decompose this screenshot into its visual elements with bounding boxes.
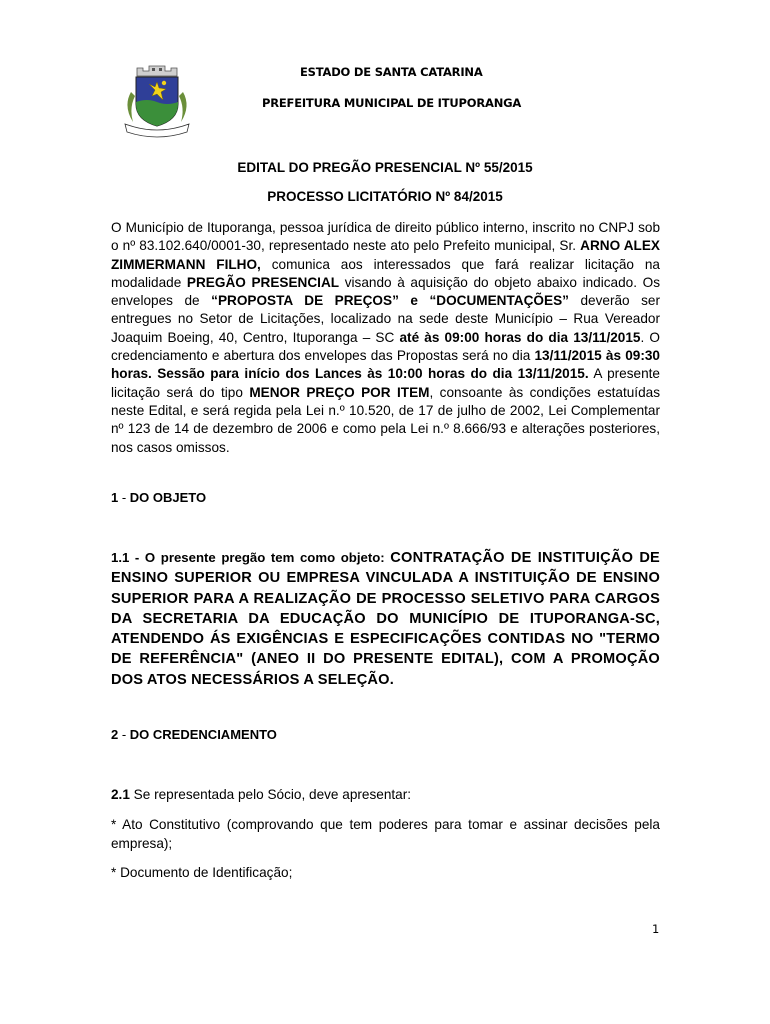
section-2-heading — [111, 727, 277, 742]
intro-text-5: . O credenciamento e abertura dos envelopes das Propostas será no dia — [111, 329, 660, 364]
intro-text-3: visando à aquisição do objeto abaixo indicado. Os envelopes de — [111, 274, 660, 309]
municipal-crest-logo — [119, 62, 195, 138]
page-number: 1 — [652, 922, 660, 936]
mayor-name: ARNO ALEX ZIMMERMANN FILHO, — [111, 238, 660, 272]
section-1-number: 1 — [111, 490, 119, 505]
section-1-heading — [111, 490, 206, 505]
object-lead: 1.1 - O presente pregão tem como objeto: — [111, 550, 391, 565]
session-datetime: 13/11/2015 às 09:30 horas. Sessão para início dos Lances às 10:00 horas do dia 13/11/2015. — [111, 348, 660, 382]
intro-text-4: deverão ser entregues no Setor de Licitações, localizado na sede deste Município – Rua Vereador Joaquim Boeing, 40, Centro, Ituporanga – SC — [111, 293, 660, 345]
section-2-title: DO CREDENCIAMENTO — [129, 727, 277, 742]
bullet-documento-identificacao: * Documento de Identificação; — [111, 865, 293, 880]
bullet-ato-constitutivo: * Ato Constitutivo (comprovando que tem poderes para tomar e assinar decisões pela empresa); — [111, 817, 660, 851]
state-header: ESTADO DE SANTA CATARINA — [300, 65, 483, 79]
object-paragraph — [111, 548, 660, 690]
item-2-1-number: 2.1 — [111, 787, 130, 802]
item-2-1-text: Se representada pelo Sócio, deve apresentar: — [129, 787, 412, 802]
prefecture-header: PREFEITURA MUNICIPAL DE ITUPORANGA — [262, 96, 522, 110]
edital-title: EDITAL DO PREGÃO PRESENCIAL Nº 55/2015 — [237, 160, 533, 175]
section-1-title: DO OBJETO — [129, 490, 207, 505]
processo-title: PROCESSO LICITATÓRIO Nº 84/2015 — [267, 189, 503, 204]
section-1-dash: - — [118, 490, 130, 505]
section-2-dash: - — [118, 727, 130, 742]
modality-name: PREGÃO PRESENCIAL — [186, 274, 340, 290]
envelopes-names: “PROPOSTA DE PREÇOS” e “DOCUMENTAÇÕES” — [211, 293, 569, 309]
intro-text-6: A presente licitação será do tipo — [111, 366, 660, 400]
item-2-1 — [111, 786, 660, 805]
tender-type: MENOR PREÇO POR ITEM — [249, 384, 430, 400]
object-description: CONTRATAÇÃO DE INSTITUIÇÃO DE ENSINO SUPERIOR OU EMPRESA VINCULADA A INSTITUIÇÃO DE ENSINO SUPERIOR PARA A REALIZAÇÃO DE PROCESSO SELETIVO PARA CARGOS DA SECRETARIA DA EDUCAÇÃO DO MUNICÍPIO DE ITUPORANGA-SC, ATENDENDO ÁS EXIGÊNCIAS E ESPECIFICAÇÕES CONTIDAS NO "TERMO DE REFERÊNCIA" (ANEO II DO PRESENTE EDITAL), COM A PROMOÇÃO DOS ATOS NECESSÁRIOS A SELEÇÃO. — [111, 550, 660, 688]
intro-paragraph — [111, 219, 660, 457]
intro-text-2: comunica aos interessados que fará realizar licitação na modalidade — [111, 256, 660, 290]
deadline-datetime: até às 09:00 horas do dia 13/11/2015 — [399, 329, 641, 345]
section-2-number: 2 — [111, 727, 119, 742]
intro-text-7: , consoante às condições estatuídas neste Edital, e será regida pela Lei n.º 10.520, de 17 de julho de 2002, Lei Complementar nº 123 de 14 de dezembro de 2006 e como pela Lei n.º 8.666/93 e alterações posteriores, nos casos omissos. — [111, 384, 660, 455]
intro-text-1: O Município de Ituporanga, pessoa jurídica de direito público interno, inscrito no CNPJ sob o nº 83.102.640/0001-30, representado neste ato pelo Prefeito municipal, Sr. — [111, 220, 660, 254]
